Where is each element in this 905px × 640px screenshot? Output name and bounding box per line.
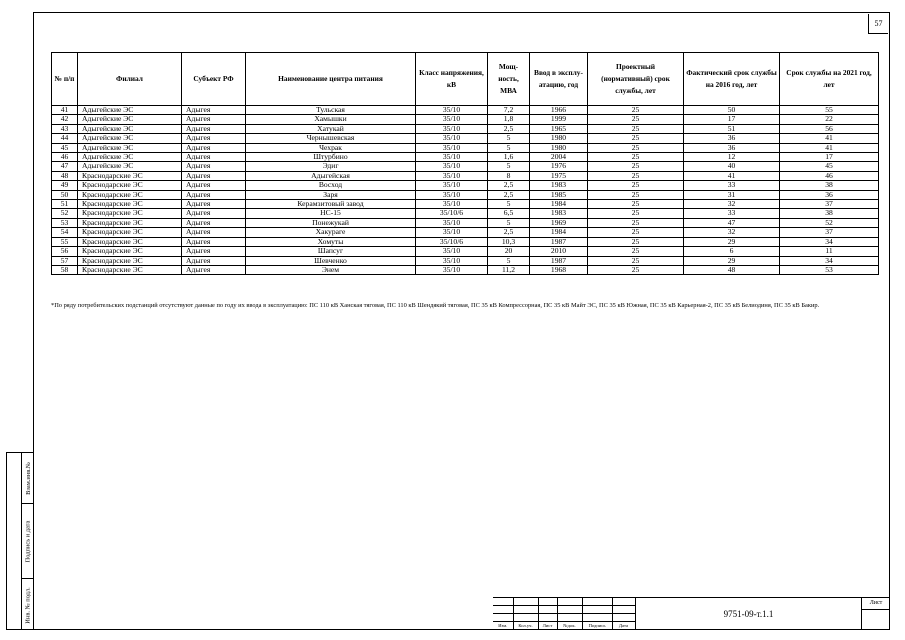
table-row	[52, 143, 879, 152]
table-cell: 7,2	[488, 106, 530, 115]
table-cell: 8	[488, 171, 530, 180]
table-cell: 35/10	[416, 171, 488, 180]
table-cell: 35/10	[416, 256, 488, 265]
table-cell: 25	[588, 134, 684, 143]
table-cell: Адыгея	[182, 134, 246, 143]
table-row	[52, 265, 879, 274]
table-cell: 25	[588, 181, 684, 190]
table-cell: 1980	[530, 134, 588, 143]
column-header: Наименование центра питания	[246, 53, 416, 106]
column-header: Мощ-ность, МВА	[488, 53, 530, 106]
table-cell: 35/10/6	[416, 209, 488, 218]
table-cell: 31	[684, 190, 780, 199]
table-cell: 25	[588, 190, 684, 199]
table-cell: 1984	[530, 200, 588, 209]
table-cell: 22	[780, 115, 879, 124]
table-cell: Краснодарские ЭС	[78, 190, 182, 199]
table-row	[52, 171, 879, 180]
table-cell: 48	[684, 265, 780, 274]
table-cell: 2004	[530, 153, 588, 162]
table-cell: 52	[780, 218, 879, 227]
table-cell: 25	[588, 247, 684, 256]
table-cell: Адыгейская	[246, 171, 416, 180]
footnote: *По ряду потребительских подстанций отсутствуют данные по году их ввода в эксплуатацию: ПС 110 кВ Ханская тяговая, ПС 110 кВ Шендякий тяговая, ПС 35 кВ Компрессорная, ПС 35 кВ Майт ЭС, ПС 35 кВ Южная, ПС 35 кВ Карьерная-2, ПС 35 кВ Белиодиня, ПС 35 кВ Бакир.	[51, 302, 820, 309]
table-cell: 46	[780, 171, 879, 180]
table-cell: Чехрак	[246, 143, 416, 152]
table-cell: 25	[588, 106, 684, 115]
table-cell: 10,3	[488, 237, 530, 246]
column-header: Фактический срок службы на 2016 год, лет	[684, 53, 780, 106]
table-cell: Чернышевская	[246, 134, 416, 143]
table-cell: 32	[684, 228, 780, 237]
table-cell: 36	[684, 143, 780, 152]
table-row	[52, 200, 879, 209]
table-cell: 58	[52, 265, 78, 274]
column-header: Субъект РФ	[182, 53, 246, 106]
table-cell: Адыгея	[182, 237, 246, 246]
table-cell: 1976	[530, 162, 588, 171]
table-cell: 25	[588, 209, 684, 218]
table-cell: 49	[52, 181, 78, 190]
document-code: 9751-09-т.1.1	[635, 598, 861, 630]
table-cell: Эдиг	[246, 162, 416, 171]
table-cell: 1983	[530, 181, 588, 190]
table-cell: 44	[52, 134, 78, 143]
table-cell: 1987	[530, 237, 588, 246]
table-cell: 35/10	[416, 190, 488, 199]
table-cell: 25	[588, 153, 684, 162]
table-cell: 25	[588, 115, 684, 124]
column-header: Ввод в эксплу-атацию, год	[530, 53, 588, 106]
table-cell: 11,2	[488, 265, 530, 274]
table-cell: Адыгейские ЭС	[78, 134, 182, 143]
table-cell: 41	[780, 134, 879, 143]
title-block-label: №док.	[557, 622, 582, 630]
table-cell: 5	[488, 256, 530, 265]
table-row	[52, 115, 879, 124]
table-cell: 2,5	[488, 124, 530, 133]
table-cell: 1,8	[488, 115, 530, 124]
table-cell: Адыгейские ЭС	[78, 106, 182, 115]
table-row	[52, 190, 879, 199]
table-row	[52, 218, 879, 227]
table-cell: 2,5	[488, 228, 530, 237]
side-stamp-inv-podl: Инв. № подл.	[22, 578, 34, 631]
table-row	[52, 181, 879, 190]
table-cell: 37	[780, 200, 879, 209]
table-cell: 47	[684, 218, 780, 227]
table-cell: 40	[684, 162, 780, 171]
table-cell: Шапсуг	[246, 247, 416, 256]
table-cell: 33	[684, 209, 780, 218]
table-row	[52, 237, 879, 246]
table-row	[52, 134, 879, 143]
table-cell: Адыгея	[182, 190, 246, 199]
table-cell: 5	[488, 218, 530, 227]
table-cell: 38	[780, 209, 879, 218]
table-row	[52, 256, 879, 265]
table-cell: 29	[684, 237, 780, 246]
table-cell: Краснодарские ЭС	[78, 228, 182, 237]
table-row	[52, 153, 879, 162]
table-cell: 25	[588, 265, 684, 274]
table-cell: 41	[684, 171, 780, 180]
table-cell: 25	[588, 143, 684, 152]
table-cell: 51	[684, 124, 780, 133]
table-cell: Тульская	[246, 106, 416, 115]
sheet-label: Лист	[862, 598, 890, 610]
table-cell: 36	[780, 190, 879, 199]
table-cell: 38	[780, 181, 879, 190]
table-cell: Хатукай	[246, 124, 416, 133]
table-cell: 35/10	[416, 115, 488, 124]
table-cell: 35/10	[416, 162, 488, 171]
table-cell: Краснодарские ЭС	[78, 171, 182, 180]
table-cell: Краснодарские ЭС	[78, 200, 182, 209]
table-cell: 1984	[530, 228, 588, 237]
table-cell: 41	[780, 143, 879, 152]
table-cell: 25	[588, 218, 684, 227]
table-cell: 1975	[530, 171, 588, 180]
table-cell: 41	[52, 106, 78, 115]
table-cell: Адыгейские ЭС	[78, 115, 182, 124]
table-cell: 57	[52, 256, 78, 265]
table-cell: 1980	[530, 143, 588, 152]
table-cell: Адыгея	[182, 115, 246, 124]
table-cell: 1966	[530, 106, 588, 115]
table-row	[52, 162, 879, 171]
sheet-cell	[861, 598, 890, 630]
table-cell: Адыгея	[182, 171, 246, 180]
title-block-label: Изм.	[493, 622, 513, 630]
table-cell: 5	[488, 134, 530, 143]
table-cell: Понежукай	[246, 218, 416, 227]
table-cell: Заря	[246, 190, 416, 199]
table-cell: Адыгея	[182, 181, 246, 190]
table-cell: 25	[588, 237, 684, 246]
side-stamp-podpis: Подпись и дата	[22, 503, 34, 579]
table-cell: Краснодарские ЭС	[78, 265, 182, 274]
side-stamp-vzam-inv: Взам.инв.№	[24, 461, 32, 495]
table-cell: 11	[780, 247, 879, 256]
title-block-label: Дата	[612, 622, 635, 630]
table-cell: 1985	[530, 190, 588, 199]
column-header: Филиал	[78, 53, 182, 106]
table-cell: Краснодарские ЭС	[78, 237, 182, 246]
table-cell: Адыгея	[182, 153, 246, 162]
table-cell: 42	[52, 115, 78, 124]
table-cell: 35/10	[416, 134, 488, 143]
table-cell: 2,5	[488, 181, 530, 190]
table-cell: 43	[52, 124, 78, 133]
column-header: Проектный (нормативный) срок службы, лет	[588, 53, 684, 106]
table-cell: 6,5	[488, 209, 530, 218]
column-header: № п/п	[52, 53, 78, 106]
table-cell: Хомуты	[246, 237, 416, 246]
table-cell: Адыгея	[182, 106, 246, 115]
table-cell: Адыгея	[182, 228, 246, 237]
table-cell: 29	[684, 256, 780, 265]
title-block	[493, 597, 890, 630]
table-row	[52, 124, 879, 133]
table-cell: 34	[780, 256, 879, 265]
table-cell: Краснодарские ЭС	[78, 256, 182, 265]
table-cell: 2,5	[488, 190, 530, 199]
table-cell: Адыгея	[182, 143, 246, 152]
title-block-label: Кол.уч.	[513, 622, 538, 630]
table-cell: 46	[52, 153, 78, 162]
table-cell: Восход	[246, 181, 416, 190]
table-cell: Шевченко	[246, 256, 416, 265]
table-cell: 25	[588, 124, 684, 133]
page-number: 57	[868, 14, 888, 34]
table-cell: 35/10	[416, 218, 488, 227]
table-cell: 52	[52, 209, 78, 218]
table-cell: 35/10	[416, 247, 488, 256]
table-cell: Адыгея	[182, 218, 246, 227]
table-cell: Адыгейские ЭС	[78, 143, 182, 152]
table-cell: 1965	[530, 124, 588, 133]
table-cell: 1983	[530, 209, 588, 218]
table-cell: 53	[52, 218, 78, 227]
table-cell: 6	[684, 247, 780, 256]
table-cell: 55	[52, 237, 78, 246]
table-row	[52, 209, 879, 218]
table-cell: Адыгея	[182, 265, 246, 274]
table-cell: 35/10	[416, 228, 488, 237]
title-block-grid	[493, 598, 636, 630]
table-cell: 32	[684, 200, 780, 209]
table-row	[52, 228, 879, 237]
table-cell: 35/10	[416, 265, 488, 274]
table-cell: Адыгея	[182, 247, 246, 256]
table-cell: 25	[588, 171, 684, 180]
table-cell: 33	[684, 181, 780, 190]
table-cell: Энем	[246, 265, 416, 274]
column-header: Класс напряжения, кВ	[416, 53, 488, 106]
table-cell: 34	[780, 237, 879, 246]
title-block-label: Лист	[538, 622, 557, 630]
table-cell: Краснодарские ЭС	[78, 181, 182, 190]
table-cell: 50	[684, 106, 780, 115]
table-cell: 35/10	[416, 124, 488, 133]
table-cell: Адыгея	[182, 162, 246, 171]
table-cell: 1999	[530, 115, 588, 124]
table-cell: Адыгейские ЭС	[78, 153, 182, 162]
side-stamp	[6, 452, 33, 630]
table-cell: 1969	[530, 218, 588, 227]
table-cell: 56	[780, 124, 879, 133]
column-header: Срок службы на 2021 год, лет	[780, 53, 879, 106]
table-cell: 17	[780, 153, 879, 162]
table-cell: 17	[684, 115, 780, 124]
title-block-labels	[493, 622, 635, 630]
table-cell: 35/10/6	[416, 237, 488, 246]
table-cell: 53	[780, 265, 879, 274]
title-block-label: Подпись	[582, 622, 612, 630]
table-cell: 35/10	[416, 106, 488, 115]
table-cell: Хамышки	[246, 115, 416, 124]
table-cell: 36	[684, 134, 780, 143]
table-row	[52, 106, 879, 115]
table-cell: 12	[684, 153, 780, 162]
table-cell: 25	[588, 162, 684, 171]
table-cell: 25	[588, 256, 684, 265]
table-cell: Адыгейские ЭС	[78, 124, 182, 133]
table-cell: 1968	[530, 265, 588, 274]
table-cell: Штурбино	[246, 153, 416, 162]
table-cell: Адыгейские ЭС	[78, 162, 182, 171]
table-cell: 54	[52, 228, 78, 237]
table-cell: 25	[588, 228, 684, 237]
table-cell: Краснодарские ЭС	[78, 218, 182, 227]
table-cell: 37	[780, 228, 879, 237]
table-cell: Краснодарские ЭС	[78, 247, 182, 256]
table-cell: 56	[52, 247, 78, 256]
table-cell: 35/10	[416, 181, 488, 190]
table-cell: Хакураге	[246, 228, 416, 237]
table-cell: 1,6	[488, 153, 530, 162]
table-cell: 2010	[530, 247, 588, 256]
substations-table	[51, 52, 879, 275]
table-cell: Адыгея	[182, 200, 246, 209]
table-cell: 5	[488, 162, 530, 171]
table-cell: 35/10	[416, 200, 488, 209]
table-cell: 5	[488, 143, 530, 152]
table-cell: 50	[52, 190, 78, 199]
table-cell: Адыгея	[182, 209, 246, 218]
table-cell: Керамзитовый завод	[246, 200, 416, 209]
table-row	[52, 247, 879, 256]
table-cell: 20	[488, 247, 530, 256]
table-cell: 51	[52, 200, 78, 209]
table-cell: 55	[780, 106, 879, 115]
table-cell: Адыгея	[182, 256, 246, 265]
table-cell: 35/10	[416, 143, 488, 152]
table-header-row	[52, 53, 879, 106]
table-cell: 45	[780, 162, 879, 171]
table-cell: 35/10	[416, 153, 488, 162]
table-cell: Краснодарские ЭС	[78, 209, 182, 218]
table-cell: 45	[52, 143, 78, 152]
table-cell: 47	[52, 162, 78, 171]
table-cell: Адыгея	[182, 124, 246, 133]
table-cell: НС-15	[246, 209, 416, 218]
table-cell: 25	[588, 200, 684, 209]
table-cell: 1987	[530, 256, 588, 265]
table-cell: 48	[52, 171, 78, 180]
table-cell: 5	[488, 200, 530, 209]
